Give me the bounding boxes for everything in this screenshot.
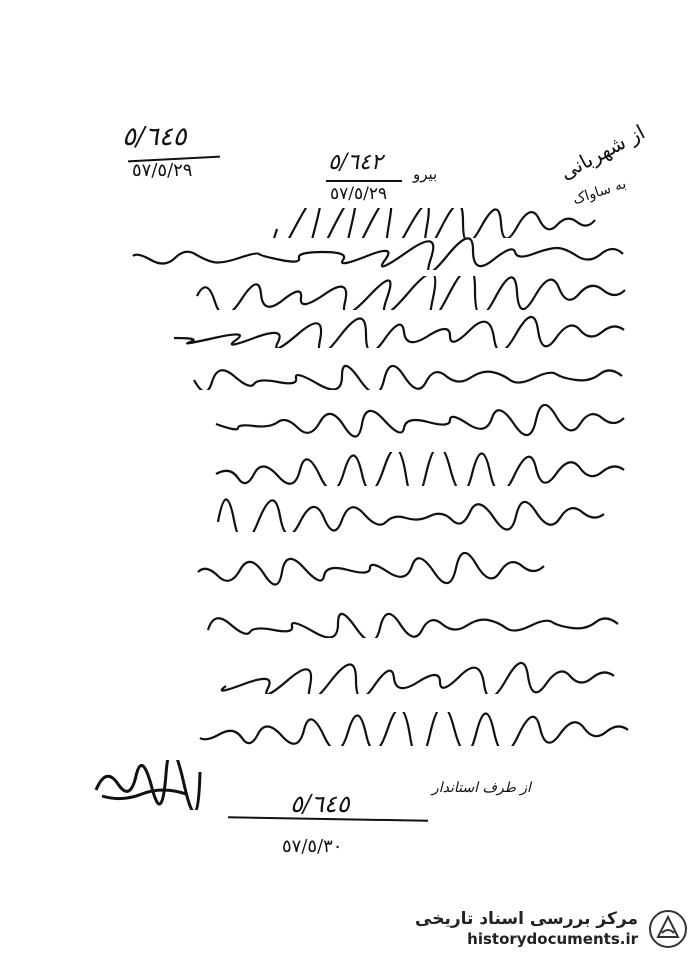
- marginal-note-top-right: از شهربانی: [555, 119, 649, 185]
- handwritten-line-3: [90, 276, 630, 310]
- bottom-ref-number: ٥/٦٤٥: [290, 790, 350, 818]
- bottom-ref-divider: [228, 816, 428, 821]
- handwritten-line-12: [94, 712, 634, 746]
- signature-text: از طرف استاندار: [432, 780, 531, 796]
- archive-footer: [388, 906, 688, 952]
- ref-date-top-left: ٥٧/٥/٢٩: [132, 160, 193, 181]
- archive-logo-icon: [648, 909, 688, 949]
- marginal-note-center: بیرو: [413, 165, 438, 183]
- bottom-ref-date: ٥٧/٥/٣٠: [282, 836, 343, 857]
- ref-divider-center: [326, 180, 402, 182]
- handwritten-line-6: [92, 404, 630, 438]
- handwritten-line-10: [96, 604, 624, 638]
- handwritten-line-8: [80, 498, 610, 532]
- ref-number-center: ٥/٦٤٢: [328, 150, 383, 175]
- marginal-note-top-right-2: به ساواک: [570, 175, 629, 209]
- footer-url: historydocuments.ir: [467, 930, 638, 948]
- handwritten-line-11: [110, 660, 620, 694]
- handwritten-line-2: [88, 236, 628, 270]
- handwritten-line-5: [90, 356, 628, 390]
- signature-scribble: [88, 760, 208, 810]
- ref-date-center: ٥٧/٥/٢٩: [330, 184, 388, 204]
- footer-title: مرکز بررسی اسناد تاریخی: [415, 909, 638, 929]
- footer-text: [415, 909, 638, 949]
- handwritten-line-1: [230, 208, 600, 238]
- handwritten-line-4: [88, 314, 630, 348]
- ref-number-top-left: ٥/٦٤٥: [122, 122, 187, 152]
- handwritten-line-9: [90, 552, 550, 586]
- handwritten-line-7: [98, 452, 630, 486]
